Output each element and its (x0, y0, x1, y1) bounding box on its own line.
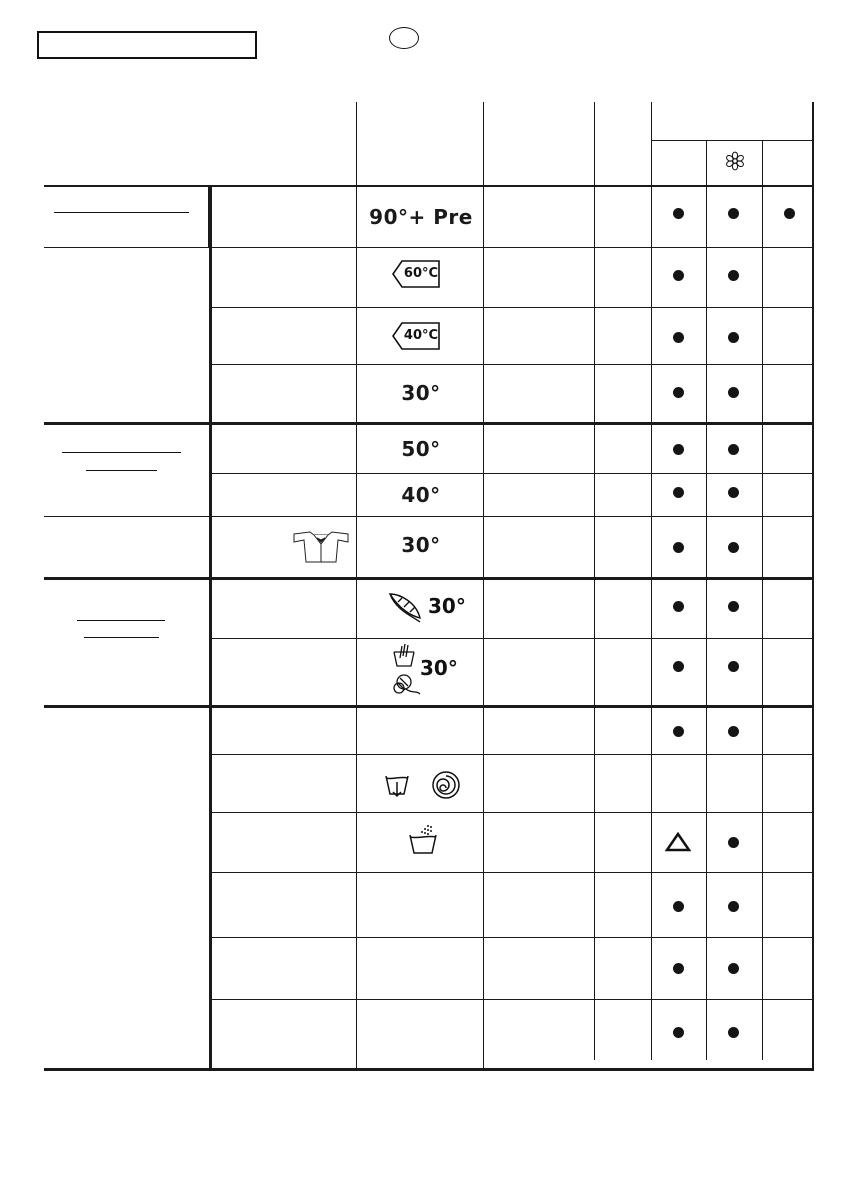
mark-dot-row-6-col-1 (673, 487, 684, 498)
program-2-temp: 60°C (403, 266, 439, 281)
mark-dot-row-2-col-2 (728, 270, 739, 281)
handwash-wool-icon (390, 642, 422, 698)
mark-dot-row-9-col-1 (673, 661, 684, 672)
mark-dot-row-15-col-2 (728, 1027, 739, 1038)
mark-dot-row-7-col-1 (673, 542, 684, 553)
mark-dot-row-1-col-3 (784, 208, 795, 219)
mark-dot-row-1-col-2 (728, 208, 739, 219)
mark-dot-row-1-col-1 (673, 208, 684, 219)
mark-triangle-row-12-col-1 (665, 832, 691, 852)
program-7-temp: 30° (401, 533, 441, 557)
program-4-temp: 30° (401, 381, 441, 405)
title-box (37, 31, 257, 59)
drain-spin-icon (384, 768, 466, 802)
mark-dot-row-15-col-1 (673, 1027, 684, 1038)
program-9-temp: 30° (420, 656, 458, 680)
program-1-temp: 90°+ Pre (369, 205, 473, 229)
rinse-icon (408, 823, 438, 857)
mark-dot-row-2-col-1 (673, 270, 684, 281)
program-5-temp: 50° (401, 437, 441, 461)
program-3-temp: 40°C (403, 328, 439, 343)
mark-dot-row-13-col-2 (728, 901, 739, 912)
language-badge (389, 27, 419, 49)
mark-dot-row-5-col-1 (673, 444, 684, 455)
mark-dot-row-4-col-1 (673, 387, 684, 398)
mark-dot-row-4-col-2 (728, 387, 739, 398)
mark-dot-row-9-col-2 (728, 661, 739, 672)
mark-dot-row-12-col-2 (728, 837, 739, 848)
feather-icon (386, 590, 424, 624)
mark-dot-row-10-col-2 (728, 726, 739, 737)
mark-dot-row-10-col-1 (673, 726, 684, 737)
program-8-temp: 30° (428, 594, 466, 618)
mark-dot-row-14-col-1 (673, 963, 684, 974)
program-6-temp: 40° (401, 483, 441, 507)
mark-dot-row-14-col-2 (728, 963, 739, 974)
mark-dot-row-6-col-2 (728, 487, 739, 498)
mark-dot-row-7-col-2 (728, 542, 739, 553)
flower-icon (725, 151, 745, 171)
mark-dot-row-5-col-2 (728, 444, 739, 455)
mark-dot-row-8-col-2 (728, 601, 739, 612)
mark-dot-row-3-col-2 (728, 332, 739, 343)
mark-dot-row-3-col-1 (673, 332, 684, 343)
mark-dot-row-8-col-1 (673, 601, 684, 612)
shirt-icon (292, 530, 350, 564)
mark-dot-row-13-col-1 (673, 901, 684, 912)
